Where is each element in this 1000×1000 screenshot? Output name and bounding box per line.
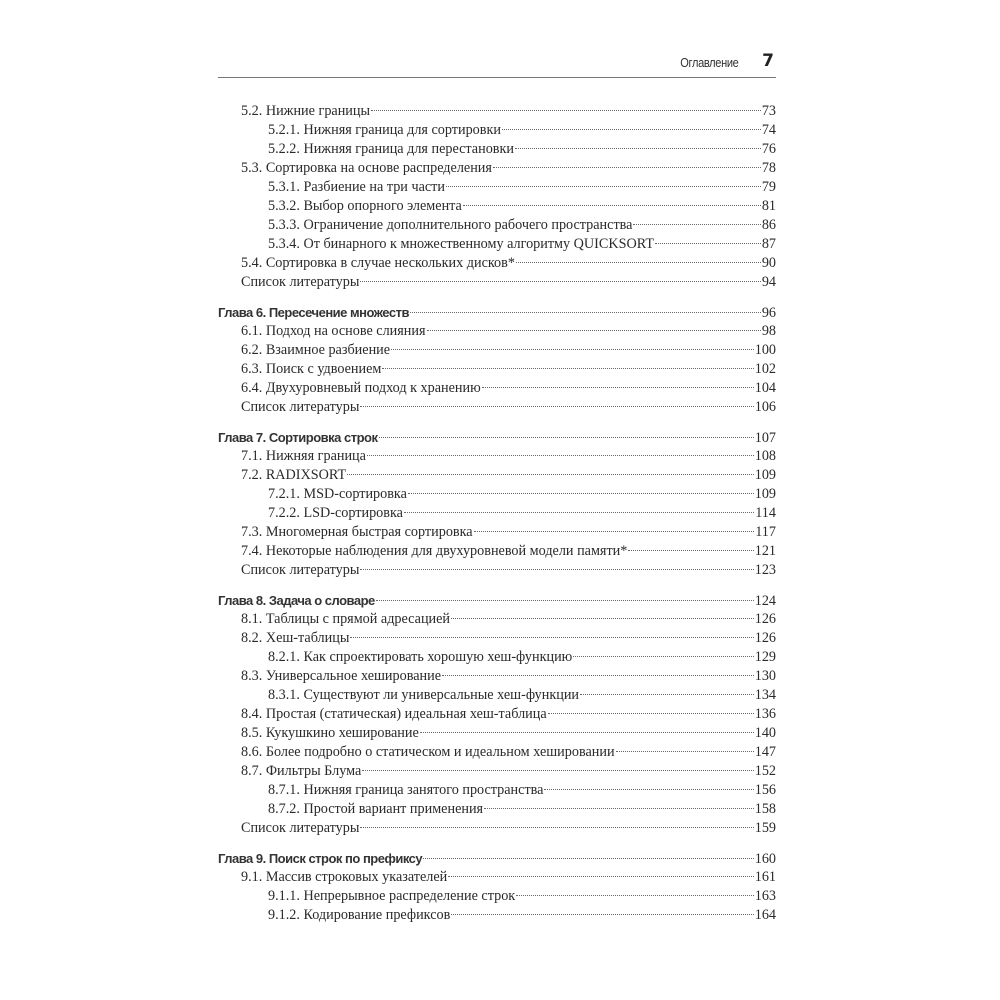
toc-entry-page: 98: [761, 323, 776, 339]
toc-entry-page: 73: [761, 103, 776, 119]
toc-entry[interactable]: [218, 140, 776, 159]
dot-leader: [347, 474, 754, 475]
toc-entry-page: 129: [754, 649, 776, 665]
dot-leader: [655, 243, 761, 244]
toc-entry-page: 87: [761, 236, 776, 252]
toc-entry-page: 164: [754, 907, 776, 923]
toc-entry-page: 136: [754, 706, 776, 722]
toc-entry-label: 5.2. Нижние границы: [241, 103, 371, 119]
toc-entry[interactable]: [218, 102, 776, 121]
dot-leader: [360, 569, 753, 570]
toc-entry-label: 8.7.1. Нижняя граница занятого пространства: [268, 782, 544, 798]
dot-leader: [371, 110, 761, 111]
toc-entry-label: 6.4. Двухуровневый подход к хранению: [241, 380, 481, 396]
toc-entry-label: 5.3.1. Разбиение на три части: [268, 179, 445, 195]
toc-entry[interactable]: [218, 273, 776, 292]
toc-entry-page: 106: [754, 399, 776, 415]
toc-entry[interactable]: [218, 235, 776, 254]
toc-entry-page: 163: [754, 888, 776, 904]
toc-entry-page: 126: [754, 611, 776, 627]
dot-leader: [448, 876, 753, 877]
toc-entry-label: Глава 8. Задача о словаре: [218, 593, 375, 608]
dot-leader: [360, 406, 753, 407]
toc-entry-page: 124: [754, 593, 776, 609]
toc-entry-page: 140: [754, 725, 776, 741]
dot-leader: [408, 493, 754, 494]
toc-entry-page: 126: [754, 630, 776, 646]
toc-entry-page: 94: [761, 274, 776, 290]
page-number: 7: [762, 51, 774, 71]
dot-leader: [484, 808, 754, 809]
dot-leader: [548, 713, 754, 714]
toc-entry-label: 5.3.2. Выбор опорного элемента: [268, 198, 462, 214]
dot-leader: [544, 789, 753, 790]
dot-leader: [382, 368, 753, 369]
toc-entry-label: Список литературы: [241, 399, 360, 415]
toc-entry-label: 5.3.3. Ограничение дополнительного рабочего пространства: [268, 217, 633, 233]
toc-entry-label: 6.1. Подход на основе слияния: [241, 323, 426, 339]
toc-chapter-entry[interactable]: [218, 591, 776, 610]
toc-entry-label: 8.4. Простая (статическая) идеальная хеш-таблица: [241, 706, 547, 722]
toc-entry-label: 7.2.1. MSD-сортировка: [268, 486, 407, 502]
toc-entry[interactable]: [218, 868, 776, 887]
toc-entry-label: 5.2.1. Нижняя граница для сортировки: [268, 122, 501, 138]
toc-chapter-entry[interactable]: [218, 428, 776, 447]
toc-entry[interactable]: [218, 629, 776, 648]
toc-entry[interactable]: [218, 398, 776, 417]
dot-leader: [420, 732, 754, 733]
running-header: [218, 50, 776, 78]
toc-entry-label: Список литературы: [241, 820, 360, 836]
toc-entry-label: 6.3. Поиск с удвоением: [241, 361, 382, 377]
toc-entry-label: Глава 7. Сортировка строк: [218, 430, 378, 445]
toc-entry[interactable]: [218, 667, 776, 686]
dot-leader: [442, 675, 754, 676]
dot-leader: [516, 895, 754, 896]
toc-entry-label: 8.6. Более подробно о статическом и идеальном хешировании: [241, 744, 615, 760]
toc-entry[interactable]: [218, 159, 776, 178]
dot-leader: [367, 455, 754, 456]
toc-entry-label: 8.2. Хеш-таблицы: [241, 630, 350, 646]
toc-entry-label: 5.3.4. От бинарного к множественному алгоритму QUICKSORT: [268, 236, 655, 252]
toc-entry[interactable]: [218, 705, 776, 724]
toc-entry[interactable]: [218, 906, 776, 925]
toc-entry[interactable]: [218, 542, 776, 561]
dot-leader: [482, 387, 754, 388]
dot-leader: [633, 224, 760, 225]
toc-entry[interactable]: [218, 341, 776, 360]
toc-entry-page: 79: [761, 179, 776, 195]
toc-chapter-entry[interactable]: [218, 303, 776, 322]
dot-leader: [628, 550, 753, 551]
toc-entry-page: 81: [761, 198, 776, 214]
toc-entry-page: 109: [754, 486, 776, 502]
dot-leader: [423, 858, 754, 859]
toc-entry[interactable]: [218, 724, 776, 743]
toc-chapter-entry[interactable]: [218, 849, 776, 868]
dot-leader: [474, 531, 755, 532]
toc-entry-label: 8.2.1. Как спроектировать хорошую хеш-функцию: [268, 649, 573, 665]
toc-entry-label: 7.2.2. LSD-сортировка: [268, 505, 403, 521]
dot-leader: [463, 205, 761, 206]
toc-entry-label: 5.2.2. Нижняя граница для перестановки: [268, 141, 514, 157]
toc-entry-label: Глава 6. Пересечение множеств: [218, 305, 409, 320]
toc-entry-page: 104: [754, 380, 776, 396]
toc-entry[interactable]: [218, 466, 776, 485]
toc-entry-page: 123: [754, 562, 776, 578]
toc-entry[interactable]: [218, 648, 776, 667]
toc-entry-label: 7.1. Нижняя граница: [241, 448, 366, 464]
toc-entry-page: 121: [754, 543, 776, 559]
toc-entry[interactable]: [218, 819, 776, 838]
toc-entry-page: 86: [761, 217, 776, 233]
toc-entry[interactable]: [218, 523, 776, 542]
toc-entry-label: 7.4. Некоторые наблюдения для двухуровневой модели памяти*: [241, 543, 628, 559]
toc-entry-label: 8.7.2. Простой вариант применения: [268, 801, 484, 817]
toc-entry[interactable]: [218, 610, 776, 629]
toc-entry-label: 6.2. Взаимное разбиение: [241, 342, 391, 358]
toc-entry-page: 96: [761, 305, 776, 321]
toc-entry-page: 130: [754, 668, 776, 684]
dot-leader: [360, 827, 753, 828]
toc-entry-page: 114: [755, 505, 776, 521]
toc-entry-label: 9.1.1. Непрерывное распределение строк: [268, 888, 516, 904]
toc-entry-page: 90: [761, 255, 776, 271]
toc-entry-label: Список литературы: [241, 274, 360, 290]
toc-entry-page: 102: [754, 361, 776, 377]
dot-leader: [427, 330, 761, 331]
dot-leader: [515, 148, 761, 149]
toc-entry[interactable]: [218, 447, 776, 466]
toc-entry[interactable]: [218, 800, 776, 819]
toc-entry-label: 7.3. Многомерная быстрая сортировка: [241, 524, 473, 540]
toc-entry-label: 8.3.1. Существуют ли универсальные хеш-функции: [268, 687, 580, 703]
dot-leader: [362, 770, 753, 771]
toc-entry[interactable]: [218, 197, 776, 216]
toc-entry-page: 109: [754, 467, 776, 483]
toc-entry[interactable]: [218, 686, 776, 705]
toc-entry-page: 117: [755, 524, 776, 540]
toc-entry-page: 152: [754, 763, 776, 779]
toc-entry-label: Список литературы: [241, 562, 360, 578]
dot-leader: [573, 656, 753, 657]
toc-entry[interactable]: [218, 178, 776, 197]
toc-entry-label: 7.2. RADIXSORT: [241, 467, 347, 483]
toc-entry-page: 147: [754, 744, 776, 760]
toc-entry-label: 8.1. Таблицы с прямой адресацией: [241, 611, 451, 627]
toc-entry[interactable]: [218, 360, 776, 379]
toc-entry[interactable]: [218, 743, 776, 762]
toc-entry-page: 108: [754, 448, 776, 464]
toc-entry-page: 160: [754, 851, 776, 867]
dot-leader: [516, 262, 761, 263]
toc-entry-page: 159: [754, 820, 776, 836]
toc-entry[interactable]: [218, 762, 776, 781]
toc-entry-label: 5.4. Сортировка в случае нескольких дисков*: [241, 255, 515, 271]
toc-entry-label: 9.1. Массив строковых указателей: [241, 869, 448, 885]
toc-entry[interactable]: [218, 504, 776, 523]
toc-entry-label: 5.3. Сортировка на основе распределения: [241, 160, 492, 176]
table-of-contents: [218, 102, 776, 925]
dot-leader: [391, 349, 754, 350]
toc-entry-label: 8.7. Фильтры Блума: [241, 763, 362, 779]
dot-leader: [451, 618, 754, 619]
toc-entry[interactable]: [218, 322, 776, 341]
toc-entry[interactable]: [218, 121, 776, 140]
toc-entry-page: 74: [761, 122, 776, 138]
dot-leader: [350, 637, 753, 638]
dot-leader: [360, 281, 760, 282]
toc-entry-label: 8.3. Универсальное хеширование: [241, 668, 441, 684]
toc-entry[interactable]: [218, 379, 776, 398]
dot-leader: [379, 437, 754, 438]
toc-entry-page: 134: [754, 687, 776, 703]
toc-entry-label: 8.5. Кукушкино хеширование: [241, 725, 419, 741]
toc-entry-page: 161: [754, 869, 776, 885]
toc-entry[interactable]: [218, 216, 776, 235]
toc-entry-page: 76: [761, 141, 776, 157]
toc-entry-page: 78: [761, 160, 776, 176]
dot-leader: [410, 312, 761, 313]
dot-leader: [404, 512, 754, 513]
toc-entry-page: 156: [754, 782, 776, 798]
toc-entry-label: Глава 9. Поиск строк по префиксу: [218, 851, 423, 866]
toc-entry[interactable]: [218, 887, 776, 906]
toc-entry[interactable]: [218, 561, 776, 580]
toc-entry-page: 158: [754, 801, 776, 817]
toc-entry-label: 9.1.2. Кодирование префиксов: [268, 907, 451, 923]
toc-entry[interactable]: [218, 254, 776, 273]
dot-leader: [493, 167, 761, 168]
dot-leader: [616, 751, 754, 752]
dot-leader: [451, 914, 753, 915]
toc-entry[interactable]: [218, 485, 776, 504]
dot-leader: [376, 600, 754, 601]
toc-entry-page: 107: [754, 430, 776, 446]
dot-leader: [446, 186, 761, 187]
toc-entry-page: 100: [754, 342, 776, 358]
dot-leader: [580, 694, 754, 695]
toc-entry[interactable]: [218, 781, 776, 800]
running-header-title: Оглавление: [679, 55, 738, 70]
dot-leader: [502, 129, 761, 130]
